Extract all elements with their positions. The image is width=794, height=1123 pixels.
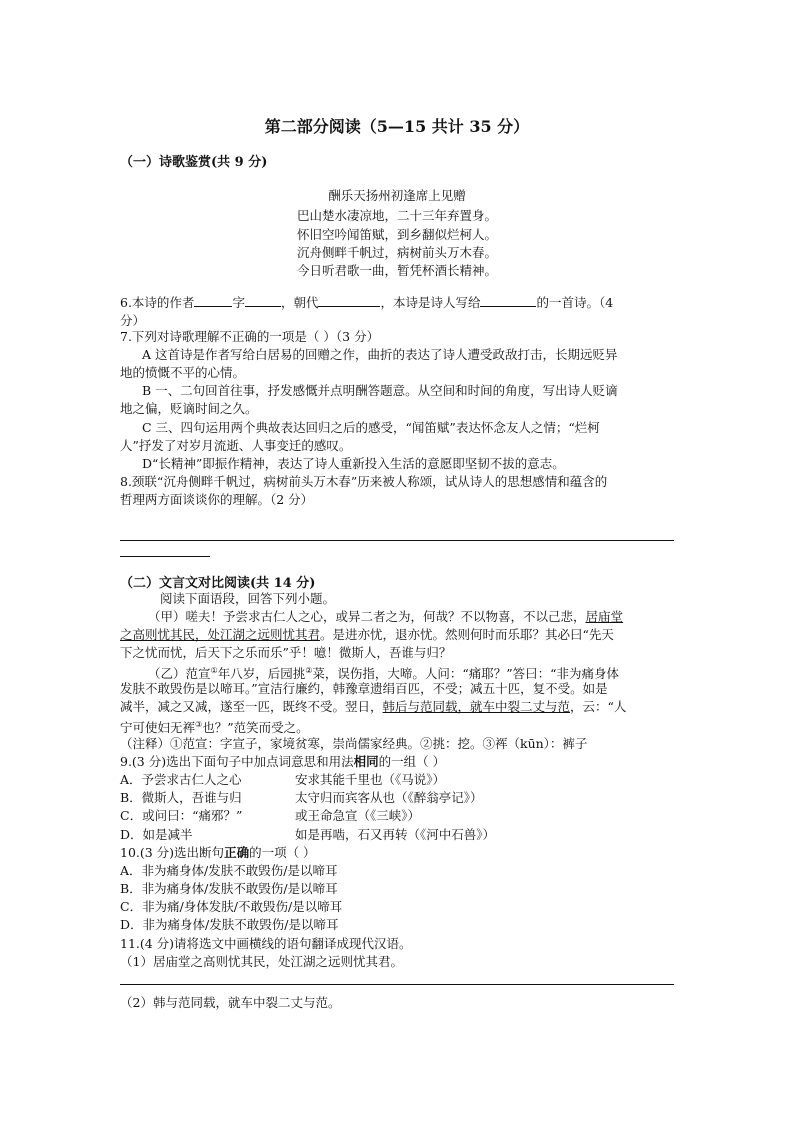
q10-stem-text-c: 的一项（ ） xyxy=(249,845,316,860)
q10-stem-text-a: 10.(3 分)选出断句 xyxy=(120,845,225,860)
q9-option-a-left: A．予尝求古仁人之心 xyxy=(120,772,242,787)
q6-blank-courtesy-name[interactable] xyxy=(245,294,281,307)
q6-text-5: 的一首诗。（4 xyxy=(536,295,614,310)
q7-stem: 7.下列对诗歌理解不正确的一项是（ ）（3 分） xyxy=(120,329,380,344)
reading-instruction: 阅读下面语段，回答下列小题。 xyxy=(160,591,336,606)
q6-blank-recipient[interactable] xyxy=(480,294,536,307)
q9-option-d-right: 如是再啮，石又再转（《河中石兽》） xyxy=(295,827,496,842)
q6-text-6: 分） xyxy=(120,313,146,328)
q9-option-b-right: 太守归而宾客从也（《醉翁亭记》） xyxy=(295,790,483,805)
q7-option-c-line-1: C 三、四句运用两个典故表达回归之后的感受，“闻笛赋”表达怀念友人之情；“烂柯 xyxy=(142,420,600,435)
q9-option-c-right: 或王命急宣（《三峡》） xyxy=(295,808,421,823)
question-6 xyxy=(120,294,613,312)
q7-option-c-line-2: 人”抒发了对岁月流逝、人事变迁的感叹。 xyxy=(120,438,352,453)
q9-option-a xyxy=(120,771,242,789)
q10-stem xyxy=(120,844,316,862)
poem-line-1: 巴山楚水凄凉地，二十三年弃置身。 xyxy=(296,208,497,223)
passage-yi-underlined-3: 韩后与范同载，就车中裂二丈与范 xyxy=(382,699,571,714)
q8-line-2: 哲理两方面谈谈你的理解。（2 分） xyxy=(120,492,314,507)
passage-yi-text-1a: （乙）范宣 xyxy=(148,666,211,682)
poem-line-3: 沉舟侧畔千帆过，病树前头万木春。 xyxy=(296,245,497,260)
q7-option-a-line-1: A 这首诗是作者写给白居易的回赠之作，曲折的表达了诗人遭受政敌打击，长期远贬异 xyxy=(142,347,618,362)
q9-option-b xyxy=(120,789,242,807)
q11-sentence-2: （2）韩与范同载，就车中裂二丈与范。 xyxy=(120,995,341,1010)
q9-option-b-left: B．微斯人，吾谁与归 xyxy=(120,790,242,805)
q9-stem-emphasis: 相同 xyxy=(353,754,379,769)
q9-option-d xyxy=(120,826,193,844)
q9-stem-text-c: 的一组（ ） xyxy=(378,754,446,769)
q9-stem xyxy=(120,753,445,771)
q7-option-b-line-1: B 一、二句回首往事，抒发感慨并点明酬答题意。从空间和时间的角度，写出诗人贬谪 xyxy=(142,383,618,398)
passage-jia-line-2 xyxy=(120,626,614,644)
q9-option-a-right: 安求其能千里也（《马说》） xyxy=(295,772,446,787)
passage-yi-line-4 xyxy=(120,716,309,737)
passage-yi-text-4a: 宁可使妇无裈 xyxy=(120,720,196,736)
q11-sentence-1: （1）居庙堂之高则忧其民，处江湖之远则忧其君。 xyxy=(120,954,403,969)
answer-line-q11-1[interactable] xyxy=(120,984,674,985)
q6-text-1: 6.本诗的作者 xyxy=(120,295,195,310)
footnote-marker-2: ② xyxy=(305,666,313,675)
q10-option-d: D．非为痛身体/发肤不敢毁伤/是以啼耳 xyxy=(120,917,339,932)
q8-line-1: 8.颈联“沉舟侧畔千帆过，病树前头万木春”历来被人称颂，试从诗人的思想感情和蕴含的 xyxy=(120,474,608,489)
q11-stem: 11.(4 分)请将选文中画横线的语句翻译成现代汉语。 xyxy=(120,936,412,951)
footnote-marker-1: ① xyxy=(210,666,218,675)
passage-jia-underlined-1: 居庙堂 xyxy=(585,609,624,624)
q10-option-b: B．非为痛身体/发肤不敢毁伤/是以啼耳 xyxy=(120,881,338,896)
q10-stem-emphasis: 正确 xyxy=(224,845,250,860)
q7-option-d-line-1: D“长精神”即振作精神，表达了诗人重新投入生活的意愿即坚韧不拔的意志。 xyxy=(142,456,565,471)
passage-jia-line-3: 下之忧而忧，后天下之乐而乐”乎！噫！微斯人，吾谁与归？ xyxy=(120,645,452,660)
q9-stem-text-a: 9.(3 分)选出下面句子中加点词意思和用法 xyxy=(120,754,354,769)
poem-line-4: 今日听君歌一曲，暂凭杯酒长精神。 xyxy=(296,263,497,278)
q6-text-2: 字 xyxy=(232,295,245,310)
passage-yi-text-1c: 菜，误伤指，大啼。人问：“痛耶？”答曰：“非为痛身体 xyxy=(312,666,620,682)
q6-blank-dynasty[interactable] xyxy=(318,294,380,307)
q9-option-c-left: C．或问曰：“痛邪？” xyxy=(120,808,243,823)
passage-jia-text-1a: （甲）嗟夫！予尝求古仁人之心，或异二者之为，何哉？不以物喜，不以己悲， xyxy=(148,609,586,624)
section-heading-classical: （二）文言文对比阅读(共 14 分) xyxy=(120,576,316,591)
passage-yi-text-3c: ，云：“人 xyxy=(570,699,627,714)
passage-yi-text-1b: 年八岁，后园挑 xyxy=(217,666,306,682)
passage-yi-text-4b: 也？”范笑而受之。 xyxy=(202,720,309,736)
q9-option-d-left: D．如是减半 xyxy=(120,827,193,842)
poem-line-2: 怀旧空吟闻笛赋，到乡翻似烂柯人。 xyxy=(296,227,497,242)
section-heading-poetry: （一）诗歌鉴赏(共 9 分) xyxy=(120,155,268,170)
passage-yi-line-3 xyxy=(120,698,626,716)
annotation-note: （注释）①范宣：字宣子，家境贫寒，崇尚儒家经典。②挑：挖。③裈（kūn）：裤子 xyxy=(120,736,588,751)
q7-option-b-line-2: 地之偏，贬谪时间之久。 xyxy=(120,401,258,416)
passage-jia-underlined-2: 之高则忧其民，处江湖之远则忧其君 xyxy=(120,627,321,642)
answer-line-q8-short[interactable] xyxy=(120,556,210,557)
q10-option-a: A．非为痛身体/发肤不敢毁伤/是以啼耳 xyxy=(120,863,338,878)
page-title: 第二部分阅读（5—15 共计 35 分） xyxy=(264,117,530,136)
poem-title: 酬乐天扬州初逢席上见赠 xyxy=(328,188,466,203)
passage-yi-line-2: 发肤不敢毁伤是以啼耳。”宣洁行廉约，韩豫章遗绢百匹，不受；减五十匹，复不受。如是 xyxy=(120,681,608,696)
footnote-marker-3: ③ xyxy=(195,720,203,729)
answer-line-q8[interactable] xyxy=(120,540,674,541)
passage-jia-line-1 xyxy=(148,608,623,626)
q7-option-a-line-2: 地的愤慨不平的心情。 xyxy=(120,365,246,380)
passage-jia-text-2b: 。是进亦忧，退亦忧。然则何时而乐耶？其必曰“先天 xyxy=(320,627,614,642)
passage-yi-text-3a: 减半，减之又减，遂至一匹，既终不受。翌日， xyxy=(120,699,383,714)
q6-text-4: ，本诗是诗人写给 xyxy=(380,295,481,310)
q6-blank-author[interactable] xyxy=(194,294,232,307)
q9-option-c xyxy=(120,807,242,825)
q6-text-3: ，朝代 xyxy=(280,295,319,310)
q10-option-c: C．非为痛/身体发肤/不敢毁伤/是以啼耳 xyxy=(120,899,343,914)
